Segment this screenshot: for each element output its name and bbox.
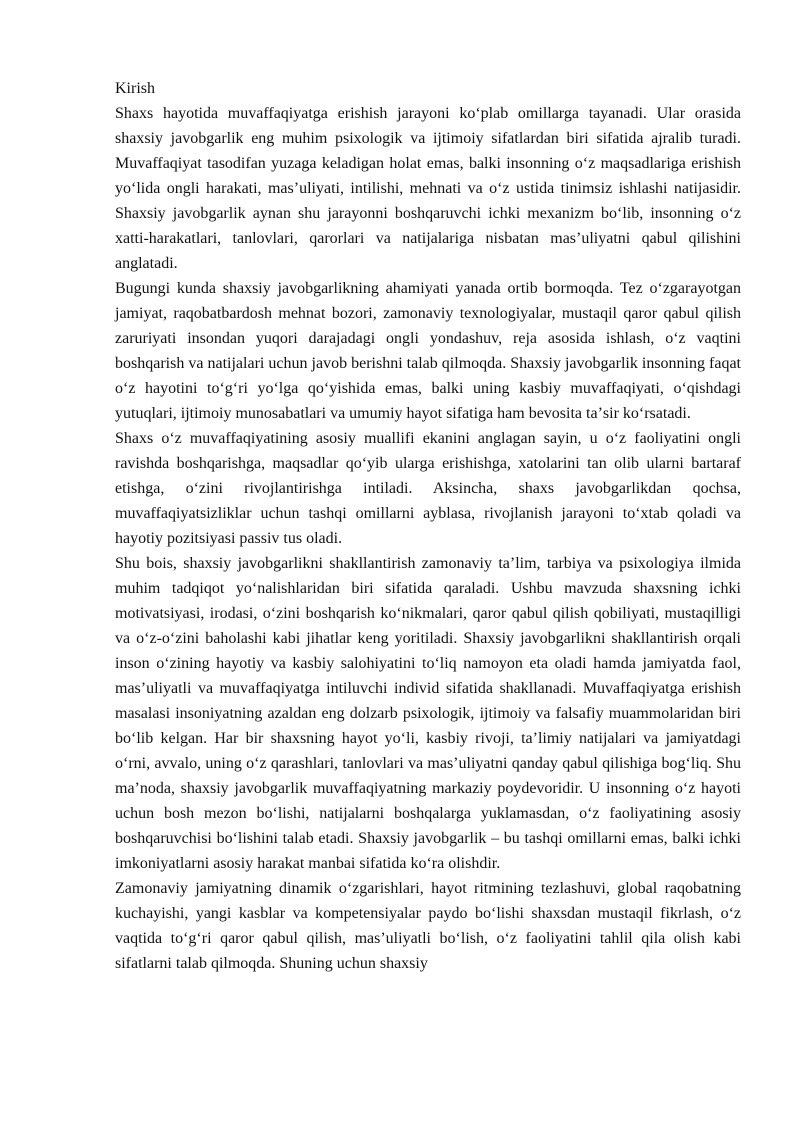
document-page (115, 76, 741, 976)
paragraph-5: Zamonaviy jamiyatning dinamik oʻzgarishlari, hayot ritmining tezlashuvi, global raqobatning kuchayishi, yangi kasblar va kompetensiyalar paydo boʻlishi shaxsdan mustaqil fikrlash, oʻz vaqtida toʻgʻri qaror qabul qilish, masʼuliyatli boʻlish, oʻz faoliyatini tahlil qila olish kabi sifatlarni talab qilmoqda. Shuning uchun shaxsiy (115, 880, 741, 972)
paragraph-2: Bugungi kunda shaxsiy javobgarlikning ahamiyati yanada ortib bormoqda. Tez oʻzgarayotgan jamiyat, raqobatbardosh mehnat bozori, zamonaviy texnologiyalar, mustaqil qaror qabul qilish zaruriyati insondan yuqori darajadagi ongli yondashuv, reja asosida ishlash, oʻz vaqtini boshqarish va natijalari uchun javob berishni talab qilmoqda. Shaxsiy javobgarlik insonning faqat oʻz hayotini toʻgʻri yoʻlga qoʻyishida emas, balki uning kasbiy muvaffaqiyati, oʻqishdagi yutuqlari, ijtimoiy munosabatlari va umumiy hayot sifatiga ham bevosita taʼsir koʻrsatadi. (115, 280, 741, 422)
paragraph-3: Shaxs oʻz muvaffaqiyatining asosiy muallifi ekanini anglagan sayin, u oʻz faoliyatini ongli ravishda boshqarishga, maqsadlar qoʻyib ularga erishishga, xatolarini tan olib ularni bartaraf etishga, oʻzini rivojlantirishga intiladi. Aksincha, shaxs javobgarlikdan qochsa, muvaffaqiyatsizliklar uchun tashqi omillarni ayblasa, rivojlanish jarayoni toʻxtab qoladi va hayotiy pozitsiyasi passiv tus oladi. (115, 430, 741, 547)
paragraph-1: Shaxs hayotida muvaffaqiyatga erishish jarayoni koʻplab omillarga tayanadi. Ular orasida shaxsiy javobgarlik eng muhim psixologik va ijtimoiy sifatlardan biri sifatida ajralib turadi. Muvaffaqiyat tasodifan yuzaga keladigan holat emas, balki insonning oʻz maqsadlariga erishish yoʻlida ongli harakati, masʼuliyati, intilishi, mehnati va oʻz ustida tinimsiz ishlashi natijasidir. Shaxsiy javobgarlik aynan shu jarayonni boshqaruvchi ichki mexanizm boʻlib, insonning oʻz xatti-harakatlari, tanlovlari, qarorlari va natijalariga nisbatan masʼuliyatni qabul qilishini anglatadi. (115, 105, 741, 272)
section-heading: Kirish (115, 80, 155, 97)
paragraph-4: Shu bois, shaxsiy javobgarlikni shakllantirish zamonaviy taʼlim, tarbiya va psixologiya ilmida muhim tadqiqot yoʻnalishlaridan biri sifatida qaraladi. Ushbu mavzuda shaxsning ichki motivatsiyasi, irodasi, oʻzini boshqarish koʻnikmalari, qaror qabul qilish qobiliyati, mustaqilligi va oʻz-oʻzini baholashi kabi jihatlar keng yoritiladi. Shaxsiy javobgarlikni shakllantirish orqali inson oʻzining hayotiy va kasbiy salohiyatini toʻliq namoyon eta oladi hamda jamiyatda faol, masʼuliyatli va muvaffaqiyatga intiluvchi individ sifatida shakllanadi. Muvaffaqiyatga erishish masalasi insoniyatning azaldan eng dolzarb psixologik, ijtimoiy va falsafiy muammolaridan biri boʻlib kelgan. Har bir shaxsning hayot yoʻli, kasbiy rivoji, taʼlimiy natijalari va jamiyatdagi oʻrni, avvalo, uning oʻz qarashlari, tanlovlari va masʼuliyatni qanday qabul qilishiga bogʻliq. Shu maʼnoda, shaxsiy javobgarlik muvaffaqiyatning markaziy poydevoridir. U insonning oʻz hayoti uchun bosh mezon boʻlishi, natijalarni boshqalarga yuklamasdan, oʻz faoliyatining asosiy boshqaruvchisi boʻlishini talab etadi. Shaxsiy javobgarlik – bu tashqi omillarni emas, balki ichki imkoniyatlarni asosiy harakat manbai sifatida koʻra olishdir. (115, 555, 741, 872)
